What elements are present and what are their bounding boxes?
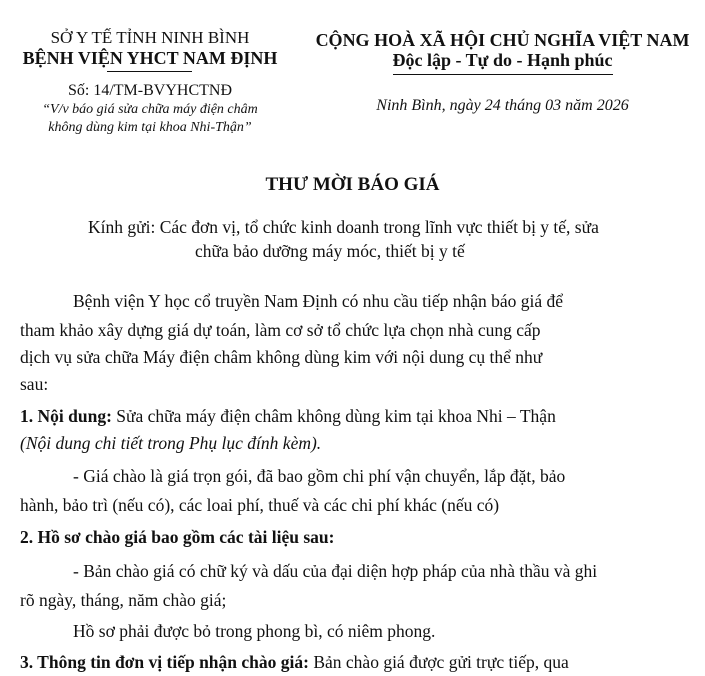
subject-line-2: không dùng kim tại khoa Nhi-Thận” [48, 120, 252, 135]
section-1-text: Sửa chữa máy điện châm không dùng kim tại khoa Nhi – Thận [111, 406, 556, 426]
intro-line-2: tham khảo xây dựng giá dự toán, làm cơ sở tổ chức lựa chọn nhà cung cấp [20, 320, 541, 340]
section-2-heading: 2. Hồ sơ chào giá bao gồm các tài liệu sau: [20, 527, 335, 547]
section-1-bullet-line-1: - Giá chào là giá trọn gói, đã bao gồm chi phí vận chuyển, lắp đặt, bảo [73, 466, 566, 486]
motto-underline [393, 74, 613, 75]
hospital-name: BỆNH VIỆN YHCT NAM ĐỊNH [22, 48, 278, 68]
section-2-bullet-line-2: rõ ngày, tháng, năm chào giá; [20, 590, 227, 610]
national-motto: Độc lập - Tự do - Hạnh phúc [392, 50, 613, 70]
section-1-bullet-line-2: hành, bảo trì (nếu có), các loai phí, thuế và các chi phí khác (nếu có) [20, 495, 500, 515]
document-number: Số: 14/TM-BVYHCTNĐ [67, 82, 232, 99]
section-3-heading: 3. Thông tin đơn vị tiếp nhận chào giá: [20, 652, 309, 672]
intro-line-4: sau: [20, 374, 49, 394]
hospital-underline [107, 71, 192, 72]
national-title: CỘNG HOÀ XÃ HỘI CHỦ NGHĨA VIỆT NAM [315, 30, 690, 50]
subject-line-1: “V/v báo giá sửa chữa máy điện châm [42, 102, 258, 117]
section-2-line-3: Hồ sơ phải được bỏ trong phong bì, có niêm phong. [73, 621, 436, 641]
section-3-line [20, 652, 569, 673]
recipient-line-2: chữa bảo dưỡng máy móc, thiết bị y tế [195, 241, 465, 261]
intro-line-3: dịch vụ sửa chữa Máy điện châm không dùng kim với nội dung cụ thể như [20, 347, 543, 367]
section-3-text: Bản chào giá được gửi trực tiếp, qua [308, 652, 569, 672]
date-line: Ninh Bình, ngày 24 tháng 03 năm 2026 [376, 97, 629, 114]
section-1-heading: 1. Nội dung: [20, 406, 112, 426]
document-title: THƯ MỜI BÁO GIÁ [265, 174, 440, 195]
department-name: SỞ Y TẾ TỈNH NINH BÌNH [50, 28, 250, 47]
section-2-bullet-line-1: - Bản chào giá có chữ ký và dấu của đại diện hợp pháp của nhà thầu và ghi [73, 561, 598, 581]
intro-line-1: Bệnh viện Y học cổ truyền Nam Định có nhu cầu tiếp nhận báo giá để [73, 291, 564, 311]
section-1-note: (Nội dung chi tiết trong Phụ lục đính kèm). [20, 433, 322, 453]
recipient-line-1: Kính gửi: Các đơn vị, tổ chức kinh doanh trong lĩnh vực thiết bị y tế, sửa [88, 217, 599, 237]
section-1-line [20, 406, 556, 427]
